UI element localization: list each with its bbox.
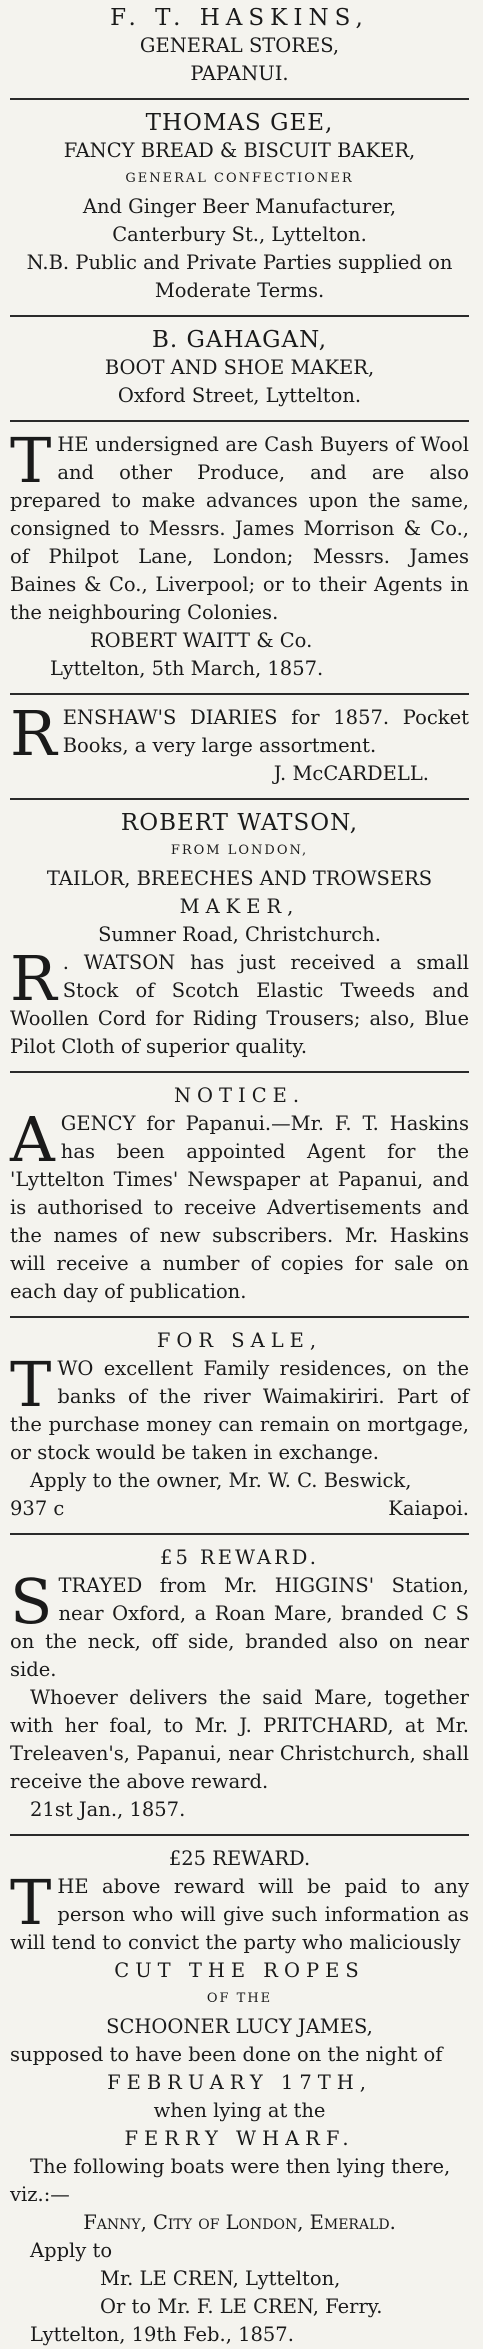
ad-line: OF THE [206, 1991, 273, 2006]
ad-heading: FOR SALE, [156, 1329, 323, 1352]
ad-line: SCHOONER LUCY JAMES, [106, 2015, 373, 2038]
ad-date: Lyttelton, 19th Feb., 1857. [30, 2323, 294, 2346]
ad-line: The following boats were then lying there, viz.:— [10, 2155, 451, 2206]
ad-line: And Ginger Beer Manufacturer, [82, 195, 397, 218]
ad-gee [10, 109, 469, 305]
ad-notice [10, 1082, 469, 1306]
divider [10, 1834, 469, 1836]
advertiser-name: THOMAS GEE, [145, 110, 334, 136]
ad-apply: Apply to the owner, Mr. W. C. Beswick, [30, 1469, 412, 1492]
divider [10, 315, 469, 317]
ad-line: GENERAL STORES, [139, 34, 340, 57]
signature: ROBERT WAITT & Co. [90, 629, 313, 652]
body-text: ENSHAW'S DIARIES for 1857. Pocket Books, a very large assortment. [62, 706, 469, 757]
ad-haskins [10, 4, 469, 88]
ad-line: Sumner Road, Christchurch. [98, 923, 381, 946]
ad-reward-5 [10, 1544, 469, 1824]
ad-place: Kaiapoi. [388, 1497, 469, 1520]
ad-date: Lyttelton, 5th March, 1857. [50, 657, 324, 680]
body-text: . WATSON has just received a small Stock of Scotch Elastic Tweeds and Woollen Cord for Riding Trousers; also, Blue Pilot Cloth of superior quality. [10, 951, 469, 1058]
divider [10, 420, 469, 422]
ad-heading: NOTICE. [173, 1084, 306, 1107]
ad-line: FANCY BREAD & BISCUIT BAKER, [63, 139, 416, 162]
drop-cap: T [10, 1866, 52, 1939]
divider [10, 1533, 469, 1535]
ad-body-2: Whoever delivers the said Mare, together with her foal, to Mr. J. PRITCHARD, at Mr. Treleaven's, Papanui, near Christchurch, shall receive the above reward. [10, 1686, 469, 1793]
divider [10, 693, 469, 695]
ad-line: BOOT AND SHOE MAKER, [104, 356, 375, 379]
ad-line: PAPANUI. [190, 62, 289, 85]
ad-footer-row [10, 1495, 469, 1523]
divider [10, 1316, 469, 1318]
ad-heading: £25 REWARD. [168, 1847, 311, 1870]
ad-line: Oxford Street, Lyttelton. [117, 384, 362, 407]
ad-line: when lying at the [153, 2099, 326, 2122]
drop-cap: A [10, 1103, 55, 1176]
signature: J. McCARDELL. [273, 762, 429, 785]
divider [10, 798, 469, 800]
divider [10, 98, 469, 100]
drop-cap: R [10, 942, 57, 1015]
body-text: GENCY for Papanui.—Mr. F. T. Haskins has been appointed Agent for the 'Lyttelton Times' Newspaper at Papanui, and is authorised to receive Advertisements and the names of new subscribers. Mr. Haskins will receive a number of copies for sale on each day of publication. [10, 1112, 469, 1303]
ad-line: FERRY WHARF. [124, 2127, 355, 2150]
ad-body [10, 1103, 469, 1306]
body-text: WO excellent Family residences, on the banks of the river Waimakiriri. Part of the purchase money can remain on mortgage, or stock would be taken in exchange. [10, 1357, 469, 1464]
ad-waitt [10, 424, 469, 683]
body-text: TRAYED from Mr. HIGGINS' Station, near Oxford, a Roan Mare, branded C S on the neck, off side, branded also on near side. [10, 1574, 469, 1681]
ad-line: GENERAL CONFECTIONER [125, 171, 354, 186]
ad-body [10, 1348, 469, 1467]
ad-watson [10, 809, 469, 1061]
ad-line: TAILOR, BREECHES AND TROWSERS [46, 867, 433, 890]
ad-line: Apply to [30, 2239, 113, 2262]
advertiser-name: F. T. HASKINS, [110, 5, 369, 31]
ad-line: CUT THE ROPES [114, 1959, 365, 1982]
advertiser-name: ROBERT WATSON, [120, 810, 359, 836]
ad-body [10, 697, 469, 770]
ad-line: FROM LONDON, [170, 843, 309, 858]
ad-heading: £5 REWARD. [160, 1546, 319, 1569]
ad-gahagan [10, 326, 469, 410]
ad-body [10, 424, 469, 627]
ad-line: FEBRUARY 17TH, [107, 2071, 372, 2094]
ad-line: Or to Mr. F. LE CREN, Ferry. [100, 2295, 383, 2318]
ad-body [10, 1565, 469, 1684]
body-text: HE undersigned are Cash Buyers of Wool and other Produce, and are also prepared to make advances upon the same, consigned to Messrs. James Morrison & Co., of Philpot Lane, London; Messrs. James Baines & Co., Liverpool; or to their Agents in the neighbouring Colonies. [10, 433, 469, 624]
ad-line: supposed to have been done on the night of [10, 2043, 443, 2066]
ad-number: 937 c [10, 1497, 65, 1520]
ad-for-sale [10, 1327, 469, 1523]
ad-line: Mr. LE CREN, Lyttelton, [100, 2267, 341, 2290]
ad-date: 21st Jan., 1857. [30, 1798, 186, 1821]
ad-mccardell [10, 697, 469, 788]
ad-line: Canterbury St., Lyttelton. [112, 223, 367, 246]
ad-line: Fanny, City of London, Emerald. [83, 2211, 396, 2234]
body-text: HE above reward will be paid to any person who will give such information as will tend to convict the party who maliciously [10, 1875, 469, 1954]
divider [10, 1071, 469, 1073]
ad-note: N.B. Public and Private Parties supplied on Moderate Terms. [26, 251, 453, 302]
ad-body [10, 942, 469, 1061]
ad-reward-25 [10, 1845, 469, 2349]
drop-cap: T [10, 1348, 52, 1421]
drop-cap: T [10, 424, 52, 497]
drop-cap: S [10, 1565, 53, 1638]
ad-line: MAKER, [179, 895, 300, 918]
ad-body [10, 1866, 469, 1957]
advertiser-name: B. GAHAGAN, [151, 327, 328, 353]
drop-cap: R [10, 697, 57, 770]
